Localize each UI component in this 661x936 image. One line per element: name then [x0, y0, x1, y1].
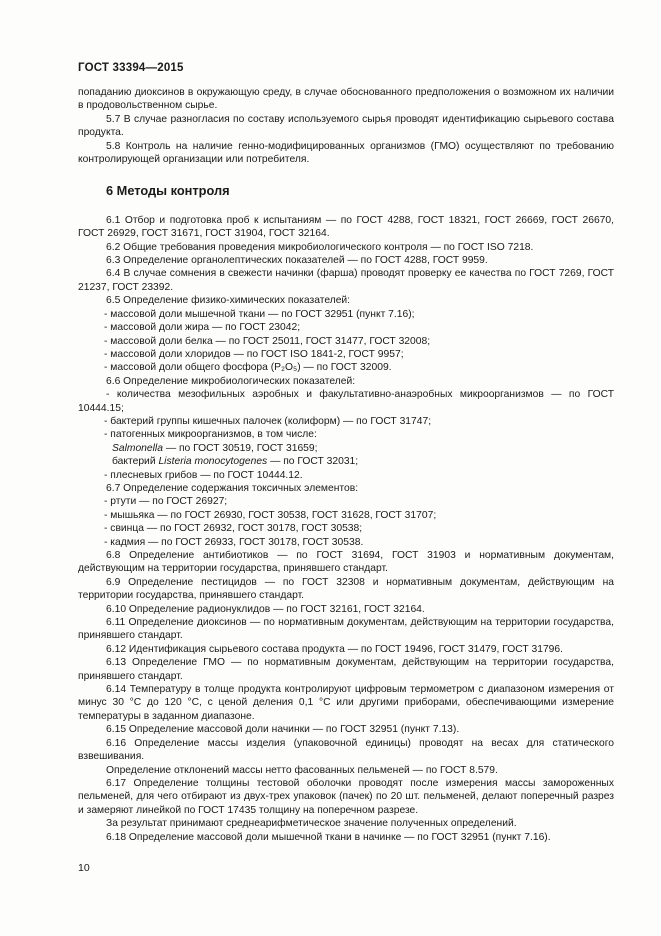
list-item: - массовой доли белка — по ГОСТ 25011, ГОСТ 31477, ГОСТ 32008; — [104, 335, 431, 347]
paragraph-6-3: 6.3 Определение органолептических показателей — по ГОСТ 4288, ГОСТ 9959. — [106, 255, 488, 267]
list-item: - свинца — по ГОСТ 26932, ГОСТ 30178, ГОСТ 30538; — [104, 523, 363, 535]
document-body — [78, 86, 614, 844]
list-subitem-text: — по ГОСТ 30519, ГОСТ 31659; — [162, 442, 318, 454]
paragraph-continuation: попаданию диоксинов в окружающую среду, в случае обоснованного предположения о возможном их наличии в продовольственном сырье. — [78, 87, 614, 112]
paragraph-5-8: 5.8 Контроль на наличие генно-модифицированных организмов (ГМО) осуществляют по требованию контролирующей организации или потребителя. — [78, 140, 614, 166]
paragraph-6-11: 6.11 Определение диоксинов — по нормативным документам, действующим на территории государства, принявшего стандарт. — [78, 617, 614, 642]
list-subitem-text: — по ГОСТ 32031; — [267, 456, 359, 468]
paragraph-6-14: 6.14 Температуру в толще продукта контролируют цифровым термометром с диапазоном измерения от минус 30 °С до 120 °С, с ценой деления 0,1 °С или другими приборами, обеспечивающими измерение температуры в заданном диапазоне. — [78, 684, 614, 722]
list-item: - кадмия — по ГОСТ 26933, ГОСТ 30178, ГОСТ 30538. — [104, 536, 364, 548]
paragraph-6-13: 6.13 Определение ГМО — по нормативным документам, действующим на территории государства, принявшего стандарт. — [78, 657, 614, 682]
page-number: 10 — [78, 862, 90, 874]
paragraph-6-16-b: Определение отклонений массы нетто фасованных пельменей — по ГОСТ 8.579. — [106, 764, 498, 776]
list-item: - массовой доли хлоридов — по ГОСТ ISO 1841-2, ГОСТ 9957; — [104, 348, 404, 360]
paragraph-6-8: 6.8 Определение антибиотиков — по ГОСТ 31694, ГОСТ 31903 и нормативным документам, действующим на территории государства, принявшего стандарт. — [78, 550, 614, 575]
paragraph-6-4: 6.4 В случае сомнения в свежести начинки (фарша) проводят проверку ее качества по ГОСТ 7269, ГОСТ 21237, ГОСТ 23392. — [78, 268, 614, 293]
list-subitem-listeria — [78, 455, 614, 468]
paragraph-6-9: 6.9 Определение пестицидов — по ГОСТ 32308 и нормативным документам, действующим на территории государства, принявшего стандарт. — [78, 576, 614, 602]
paragraph-6-10: 6.10 Определение радионуклидов — по ГОСТ 32161, ГОСТ 32164. — [106, 603, 425, 615]
paragraph-6-15: 6.15 Определение массовой доли начинки — по ГОСТ 32951 (пункт 7.13). — [106, 724, 460, 736]
paragraph-6-5: 6.5 Определение физико-химических показателей: — [106, 295, 351, 307]
list-item: - массовой доли общего фосфора (P₂O₅) — по ГОСТ 32009. — [104, 362, 392, 374]
paragraph-6-16: 6.16 Определение массы изделия (упаковочной единицы) проводят на весах для статического взвешивания. — [78, 737, 614, 763]
list-item: - массовой доли мышечной ткани — по ГОСТ 32951 (пункт 7.16); — [104, 308, 415, 320]
paragraph-6-2: 6.2 Общие требования проведения микробиологического контроля — по ГОСТ ISO 7218. — [106, 241, 534, 253]
paragraph-6-17: 6.17 Определение толщины тестовой оболочки проводят после измерения массы замороженных пельменей, для чего отбирают из двух-трех упаковок (пачек) по 20 шт. пельменей, делают поперечный разрез и замеряют линейкой по ГОСТ 17435 толщину на поперечном разрезе. — [78, 777, 614, 816]
organism-name: Salmonella — [112, 442, 163, 454]
list-item: - плесневых грибов — по ГОСТ 10444.12. — [104, 469, 303, 481]
paragraph-6-17-b: За результат принимают среднеарифметическое значение полученных определений. — [106, 818, 517, 830]
list-item: - массовой доли жира — по ГОСТ 23042; — [104, 322, 301, 334]
list-item: - мышьяка — по ГОСТ 26930, ГОСТ 30538, ГОСТ 31628, ГОСТ 31707; — [104, 509, 437, 521]
organism-name: Listeria monocytogenes — [158, 456, 268, 468]
paragraph-6-12: 6.12 Идентификация сырьевого состава продукта — по ГОСТ 19496, ГОСТ 31479, ГОСТ 31796. — [106, 643, 563, 655]
paragraph-6-1: 6.1 Отбор и подготовка проб к испытаниям — по ГОСТ 4288, ГОСТ 18321, ГОСТ 26669, ГОСТ 26670, ГОСТ 26929, ГОСТ 31671, ГОСТ 31904, ГОСТ 32164. — [78, 214, 614, 240]
paragraph-5-7: 5.7 В случае разногласия по составу используемого сырья проводят идентификацию сырьевого состава продукта. — [78, 113, 614, 139]
list-item: - патогенных микроорганизмов, в том числе: — [104, 429, 317, 441]
list-subitem-salmonella — [78, 442, 614, 455]
paragraph-6-7: 6.7 Определение содержания токсичных элементов: — [106, 482, 359, 494]
document-header: ГОСТ 33394—2015 — [78, 62, 184, 74]
list-subitem-prefix: бактерий — [112, 456, 159, 468]
paragraph-6-18: 6.18 Определение массовой доли мышечной ткани в начинке — по ГОСТ 32951 (пункт 7.16). — [106, 831, 551, 843]
paragraph-6-6: 6.6 Определение микробиологических показателей: — [106, 375, 356, 387]
list-item: - ртути — по ГОСТ 26927; — [104, 496, 228, 508]
list-item: - бактерий группы кишечных палочек (колиформ) — по ГОСТ 31747; — [104, 415, 432, 427]
list-item: - количества мезофильных аэробных и факультативно-анаэробных микроорганизмов — по ГОСТ 10444.15; — [78, 389, 614, 414]
section-heading: 6 Методы контроля — [106, 183, 230, 199]
